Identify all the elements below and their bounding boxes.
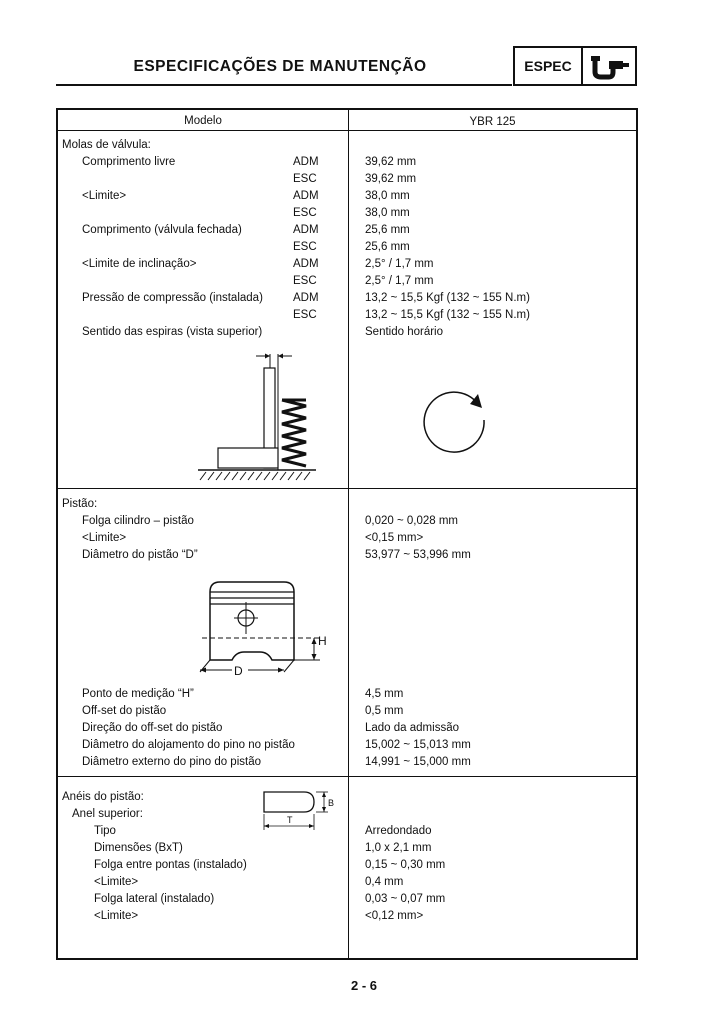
- spec-value: <0,15 mm>: [365, 532, 424, 544]
- espec-badge: [513, 46, 637, 86]
- spec-value: 39,62 mm: [365, 173, 417, 185]
- badge-divider: [581, 48, 583, 84]
- spec-table: [56, 108, 638, 960]
- piston-title: Pistão:: [62, 498, 98, 510]
- spec-value: 15,002 ~ 15,013 mm: [365, 739, 471, 751]
- spec-label: Direção do off-set do pistão: [82, 722, 223, 734]
- header-row-rule: [58, 130, 636, 131]
- spec-label: Folga cilindro – pistão: [82, 515, 194, 527]
- model-column-header: Modelo: [184, 115, 222, 127]
- spec-value: 0,020 ~ 0,028 mm: [365, 515, 459, 527]
- header-rule: [56, 84, 512, 86]
- spec-value: 38,0 mm: [365, 207, 410, 219]
- piston-diagram: [188, 574, 328, 684]
- spec-value: 39,62 mm: [365, 156, 417, 168]
- spec-value: 25,6 mm: [365, 224, 410, 236]
- spec-label: Diâmetro externo do pino do pistão: [82, 756, 261, 768]
- value-column-header: YBR 125: [469, 116, 516, 128]
- section-rule: [58, 488, 636, 489]
- spec-label: <Limite>: [94, 910, 139, 922]
- side-label: ESC: [293, 173, 317, 185]
- spec-value: 53,977 ~ 53,996 mm: [365, 549, 471, 561]
- side-label: ESC: [293, 241, 317, 253]
- spec-value: 2,5° / 1,7 mm: [365, 258, 434, 270]
- side-label: ADM: [293, 292, 319, 304]
- micrometer-icon: [587, 52, 631, 80]
- spec-label: Folga entre pontas (instalado): [94, 859, 247, 871]
- spec-label: <Limite>: [94, 876, 139, 888]
- spring-tilt-diagram: [194, 346, 318, 482]
- dimension-label-h: H: [318, 634, 327, 648]
- page-number: 2 - 6: [350, 978, 377, 993]
- side-label: ESC: [293, 309, 317, 321]
- side-label: ADM: [293, 224, 319, 236]
- spec-value: <0,12 mm>: [365, 910, 424, 922]
- spec-label: Pressão de compressão (instalada): [82, 292, 263, 304]
- section-rule: [58, 776, 636, 777]
- spec-label: Comprimento livre: [82, 156, 176, 168]
- dimension-label-d: D: [234, 664, 243, 678]
- spec-label: Sentido das espiras (vista superior): [82, 326, 263, 338]
- spec-label: <Limite de inclinação>: [82, 258, 197, 270]
- clockwise-direction-icon: [414, 374, 498, 458]
- rings-subtitle: Anel superior:: [72, 808, 143, 820]
- spec-value: 4,5 mm: [365, 688, 404, 700]
- spec-value: 38,0 mm: [365, 190, 410, 202]
- spec-value: Sentido horário: [365, 326, 443, 338]
- side-label: ADM: [293, 190, 319, 202]
- spec-value: 0,03 ~ 0,07 mm: [365, 893, 446, 905]
- dimension-label-b: B: [328, 798, 335, 808]
- spec-value: 13,2 ~ 15,5 Kgf (132 ~ 155 N.m): [365, 292, 530, 304]
- page-title: ESPECIFICAÇÕES DE MANUTENÇÃO: [133, 58, 427, 75]
- spec-label: <Limite>: [82, 190, 127, 202]
- side-label: ESC: [293, 207, 317, 219]
- spec-label: <Limite>: [82, 532, 127, 544]
- spec-value: 25,6 mm: [365, 241, 410, 253]
- spec-label: Diâmetro do pistão “D”: [82, 549, 198, 561]
- column-divider: [348, 110, 349, 958]
- spec-label: Diâmetro do alojamento do pino no pistão: [82, 739, 295, 751]
- spec-label: Off-set do pistão: [82, 705, 167, 717]
- spec-label: Tipo: [94, 825, 116, 837]
- spec-label: Ponto de medição “H”: [82, 688, 194, 700]
- side-label: ADM: [293, 258, 319, 270]
- spec-value: Arredondado: [365, 825, 432, 837]
- spec-value: Lado da admissão: [365, 722, 459, 734]
- spec-value: 2,5° / 1,7 mm: [365, 275, 434, 287]
- spec-value: 14,991 ~ 15,000 mm: [365, 756, 471, 768]
- valve-springs-title: Molas de válvula:: [62, 139, 151, 151]
- spec-label: Comprimento (válvula fechada): [82, 224, 242, 236]
- espec-label: ESPEC: [524, 58, 572, 74]
- ring-cross-section-diagram: [260, 784, 344, 834]
- side-label: ESC: [293, 275, 317, 287]
- spec-value: 0,15 ~ 0,30 mm: [365, 859, 446, 871]
- spec-label: Dimensões (BxT): [94, 842, 183, 854]
- spec-value: 13,2 ~ 15,5 Kgf (132 ~ 155 N.m): [365, 309, 530, 321]
- dimension-label-t: T: [287, 815, 293, 825]
- spec-label: Folga lateral (instalado): [94, 893, 215, 905]
- rings-title: Anéis do pistão:: [62, 791, 144, 803]
- side-label: ADM: [293, 156, 319, 168]
- spec-value: 0,4 mm: [365, 876, 404, 888]
- spec-value: 0,5 mm: [365, 705, 404, 717]
- spec-value: 1,0 x 2,1 mm: [365, 842, 432, 854]
